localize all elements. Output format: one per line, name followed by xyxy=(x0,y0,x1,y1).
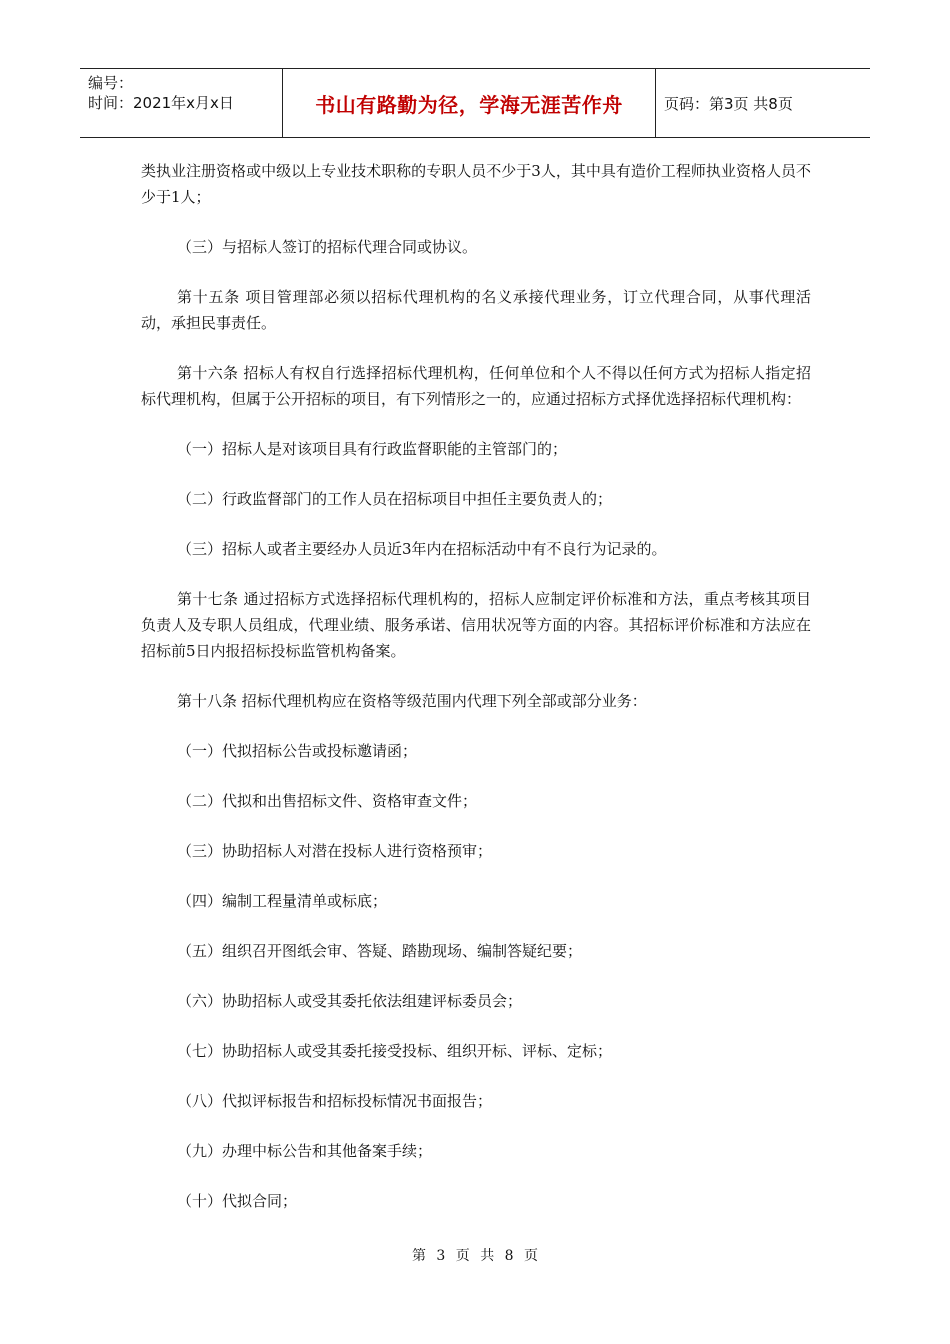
header-meta xyxy=(80,69,282,137)
list-item: （一）代拟招标公告或投标邀请函； xyxy=(177,742,418,760)
list-item: （八）代拟评标报告和招标投标情况书面报告； xyxy=(177,1092,493,1110)
list-item: （七）协助招标人或受其委托接受投标、组织开标、评标、定标； xyxy=(177,1042,613,1060)
list-item: （二）行政监督部门的工作人员在招标项目中担任主要负责人的； xyxy=(177,490,613,508)
list-item: （十）代拟合同； xyxy=(177,1192,298,1210)
page-footer: 第 3 页 共 8 页 xyxy=(411,1248,539,1264)
list-item: （三）与招标人签订的招标代理合同或协议。 xyxy=(177,238,478,256)
document-body xyxy=(141,158,811,1214)
article-15: 第十五条 项目管理部必须以招标代理机构的名义承接代理业务，订立代理合同，从事代理活动，承担民事责任。 xyxy=(141,288,811,332)
article-16: 第十六条 招标人有权自行选择招标代理机构，任何单位和个人不得以任何方式为招标人指定招标代理机构，但属于公开招标的项目，有下列情形之一的，应通过招标方式择优选择招标代理机构： xyxy=(141,364,811,408)
list-item: （九）办理中标公告和其他备案手续； xyxy=(177,1142,433,1160)
list-item: （三）协助招标人对潜在投标人进行资格预审； xyxy=(177,842,493,860)
list-item: （三）招标人或者主要经办人员近3年内在招标活动中有不良行为记录的。 xyxy=(177,540,667,558)
list-item: （四）编制工程量清单或标底； xyxy=(177,892,388,910)
article-18: 第十八条 招标代理机构应在资格等级范围内代理下列全部或部分业务： xyxy=(177,692,647,710)
document-number: 编号： xyxy=(88,74,134,92)
header-motto: 书山有路勤为径，学海无涯苦作舟 xyxy=(282,69,656,137)
list-item: （六）协助招标人或受其委托依法组建评标委员会； xyxy=(177,992,523,1010)
list-item: （一）招标人是对该项目具有行政监督职能的主管部门的； xyxy=(177,440,568,458)
list-item: （五）组织召开图纸会审、答疑、踏勘现场、编制答疑纪要； xyxy=(177,942,583,960)
paragraph-continuation: 类执业注册资格或中级以上专业技术职称的专职人员不少于3人，其中具有造价工程师执业资格人员不少于1人； xyxy=(141,162,811,206)
document-date: 时间：2021年x月x日 xyxy=(88,94,234,112)
document-header xyxy=(80,68,870,138)
header-page-number: 页码：第3页 共8页 xyxy=(664,94,793,113)
list-item: （二）代拟和出售招标文件、资格审查文件； xyxy=(177,792,478,810)
article-17: 第十七条 通过招标方式选择招标代理机构的，招标人应制定评价标准和方法，重点考核其项目负责人及专职人员组成，代理业绩、服务承诺、信用状况等方面的内容。其招标评价标准和方法应在招标前5日内报招标投标监管机构备案。 xyxy=(141,590,811,660)
